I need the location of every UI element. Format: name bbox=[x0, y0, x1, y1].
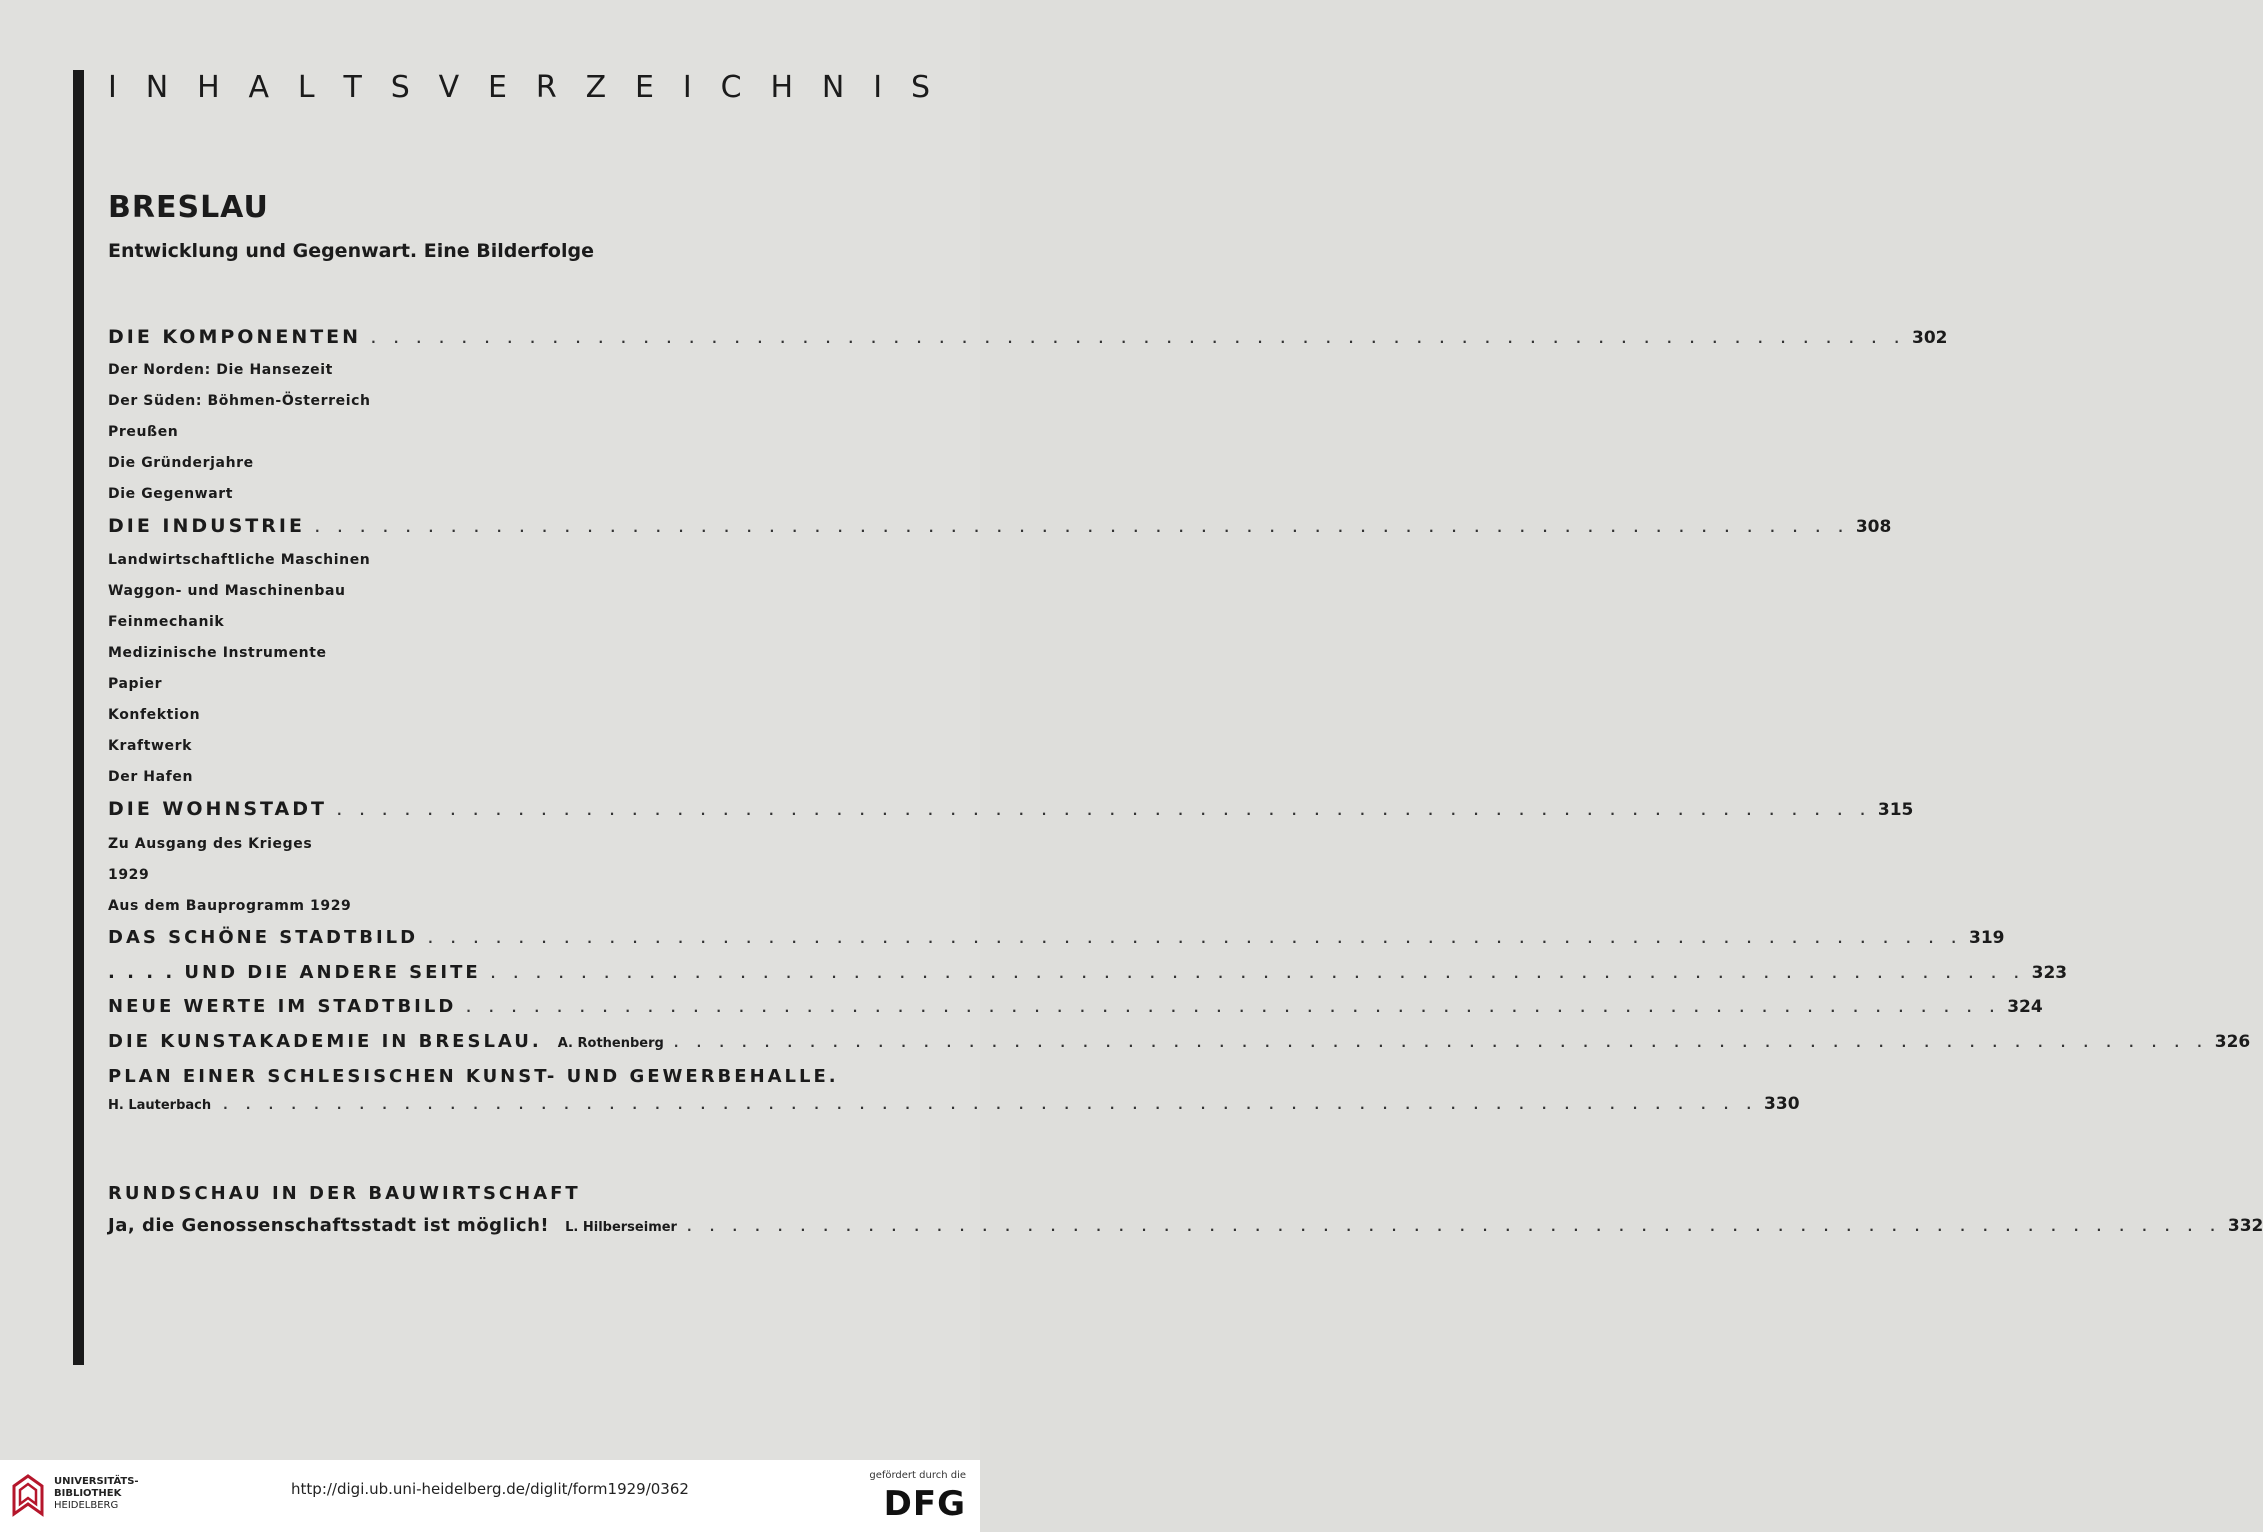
toc-subentry: Landwirtschaftliche Maschinen bbox=[108, 552, 371, 568]
library-name-line: UNIVERSITÄTS- bbox=[54, 1476, 139, 1487]
page-number: 315 bbox=[1877, 800, 1914, 820]
header-letter: I bbox=[873, 70, 883, 105]
leader-dots: . . . . . . . . . . . . . . . . . . . . . . . . . . . . . . . . . . . . . . . . . . . . . . . . . . . . . . . . . . . . . . . . . . . . bbox=[336, 804, 1872, 818]
dfg-logo: DFG bbox=[883, 1484, 966, 1524]
toc-entry-wohnstadt bbox=[108, 798, 1914, 820]
toc-entry-label: . . . . UND DIE ANDERE SEITE bbox=[108, 962, 481, 983]
toc-subentry: Kraftwerk bbox=[108, 738, 193, 754]
toc-subentry: Aus dem Bauprogramm 1929 bbox=[108, 898, 352, 914]
header-letter: Z bbox=[585, 70, 607, 105]
leader-dots: . . . . . . . . . . . . . . . . . . . . . . . . . . . . . . . . . . . . . . . . . . . . . . . . . . . . . . . . . . . . . . . . . . . . bbox=[673, 1036, 2209, 1050]
header-letter: S bbox=[390, 70, 410, 105]
toc-entry-label: DIE KUNSTAKADEMIE IN BRESLAU. bbox=[108, 1031, 542, 1052]
toc-subentry: Zu Ausgang des Krieges bbox=[108, 836, 313, 852]
toc-subentry: Die Gründerjahre bbox=[108, 455, 254, 471]
header-letter: L bbox=[297, 70, 315, 105]
toc-entry-industrie bbox=[108, 515, 1892, 537]
page-number: 324 bbox=[2007, 997, 2043, 1017]
page-number: 332 bbox=[2227, 1216, 2263, 1236]
page-number: 319 bbox=[1969, 928, 2005, 948]
header-letter: I bbox=[108, 70, 117, 105]
toc-entry-kunstakademie bbox=[108, 1031, 2251, 1052]
toc-entry-label: NEUE WERTE IM STADTBILD bbox=[108, 996, 457, 1017]
author-name: H. Lauterbach bbox=[108, 1098, 212, 1113]
page-number: 308 bbox=[1855, 517, 1892, 537]
toc-entry-plan bbox=[108, 1066, 930, 1087]
toc-entry-label: DIE INDUSTRIE bbox=[108, 515, 305, 537]
toc-header bbox=[108, 70, 930, 106]
toc-entry-label: DIE WOHNSTADT bbox=[108, 798, 327, 820]
toc-entry-label: DAS SCHÖNE STADTBILD bbox=[108, 927, 419, 948]
toc-subentry: Der Süden: Böhmen-Österreich bbox=[108, 393, 371, 409]
leader-dots: . . . . . . . . . . . . . . . . . . . . . . . . . . . . . . . . . . . . . . . . . . . . . . . . . . . . . . . . . . . . . . . . . . . . bbox=[490, 967, 2026, 981]
header-letter: H bbox=[197, 70, 220, 105]
toc-subentry: Feinmechanik bbox=[108, 614, 225, 630]
leader-dots: . . . . . . . . . . . . . . . . . . . . . . . . . . . . . . . . . . . . . . . . . . . . . . . . . . . . . . . . . . . . . . . . . . . . bbox=[466, 1001, 2002, 1015]
permalink-url[interactable]: http://digi.ub.uni-heidelberg.de/diglit/form1929/0362 bbox=[291, 1480, 689, 1498]
header-letter: T bbox=[343, 70, 362, 105]
header-letter: E bbox=[635, 70, 655, 105]
library-name-line: HEIDELBERG bbox=[54, 1500, 119, 1511]
author-name: L. Hilberseimer bbox=[565, 1220, 677, 1235]
header-letter: C bbox=[720, 70, 742, 105]
toc-entry-plan-author-line bbox=[108, 1094, 1800, 1114]
header-letter: V bbox=[438, 70, 460, 105]
toc-subentry: Die Gegenwart bbox=[108, 486, 234, 502]
footer-bar bbox=[0, 1460, 980, 1532]
main-title: BRESLAU bbox=[108, 190, 269, 225]
header-letter: A bbox=[248, 70, 270, 105]
toc-entry-andere-seite bbox=[108, 962, 2068, 983]
rundschau-heading: RUNDSCHAU IN DER BAUWIRTSCHAFT bbox=[108, 1183, 581, 1204]
toc-subentry: Waggon- und Maschinenbau bbox=[108, 583, 346, 599]
library-name-line: BIBLIOTHEK bbox=[54, 1488, 122, 1499]
toc-entry-stadtbild bbox=[108, 927, 2005, 948]
header-letter: E bbox=[488, 70, 507, 105]
toc-subentry: Der Norden: Die Hansezeit bbox=[108, 362, 333, 378]
leader-dots: . . . . . . . . . . . . . . . . . . . . . . . . . . . . . . . . . . . . . . . . . . . . . . . . . . . . . . . . . . . . . . . . . . . . bbox=[314, 521, 1850, 535]
header-letter: S bbox=[910, 70, 930, 105]
toc-entry-komponenten bbox=[108, 326, 1948, 348]
toc-entry-label: DIE KOMPONENTEN bbox=[108, 326, 362, 348]
page-number: 326 bbox=[2214, 1032, 2251, 1052]
page-number: 302 bbox=[1911, 328, 1948, 348]
toc-subentry: Preußen bbox=[108, 424, 179, 440]
header-letter: I bbox=[682, 70, 692, 105]
leader-dots: . . . . . . . . . . . . . . . . . . . . . . . . . . . . . . . . . . . . . . . . . . . . . . . . . . . . . . . . . . . . . . . . . . . . bbox=[223, 1098, 1759, 1112]
toc-entry-label: Ja, die Genossenschaftsstadt ist möglich! bbox=[108, 1215, 550, 1236]
header-letter: H bbox=[770, 70, 794, 105]
leader-dots: . . . . . . . . . . . . . . . . . . . . . . . . . . . . . . . . . . . . . . . . . . . . . . . . . . . . . . . . . . . . . . . . . . . . bbox=[686, 1220, 2222, 1234]
header-letter: N bbox=[145, 70, 169, 105]
leader-dots: . . . . . . . . . . . . . . . . . . . . . . . . . . . . . . . . . . . . . . . . . . . . . . . . . . . . . . . . . . . . . . . . . . . . bbox=[428, 932, 1963, 946]
toc-subentry: Medizinische Instrumente bbox=[108, 645, 327, 661]
page-number: 323 bbox=[2031, 963, 2068, 983]
leader-dots: . . . . . . . . . . . . . . . . . . . . . . . . . . . . . . . . . . . . . . . . . . . . . . . . . . . . . . . . . . . . . . . . . . . . bbox=[371, 332, 1906, 346]
toc-subentry: Papier bbox=[108, 676, 163, 692]
funded-by-text: gefördert durch die bbox=[869, 1470, 966, 1481]
header-letter: R bbox=[535, 70, 557, 105]
toc-entry-neue-werte bbox=[108, 996, 2043, 1017]
page-number: 330 bbox=[1764, 1094, 1800, 1114]
vertical-rule bbox=[73, 70, 84, 1365]
subtitle: Entwicklung und Gegenwart. Eine Bilderfolge bbox=[108, 240, 594, 262]
toc-subentry: 1929 bbox=[108, 867, 150, 883]
header-letter: N bbox=[821, 70, 845, 105]
toc-entry-label: PLAN EINER SCHLESISCHEN KUNST- UND GEWERBEHALLE. bbox=[108, 1066, 839, 1087]
toc-entry-genossenschaftsstadt bbox=[108, 1215, 2263, 1236]
toc-subentry: Der Hafen bbox=[108, 769, 194, 785]
toc-subentry: Konfektion bbox=[108, 707, 201, 723]
author-name: A. Rothenberg bbox=[557, 1036, 664, 1051]
